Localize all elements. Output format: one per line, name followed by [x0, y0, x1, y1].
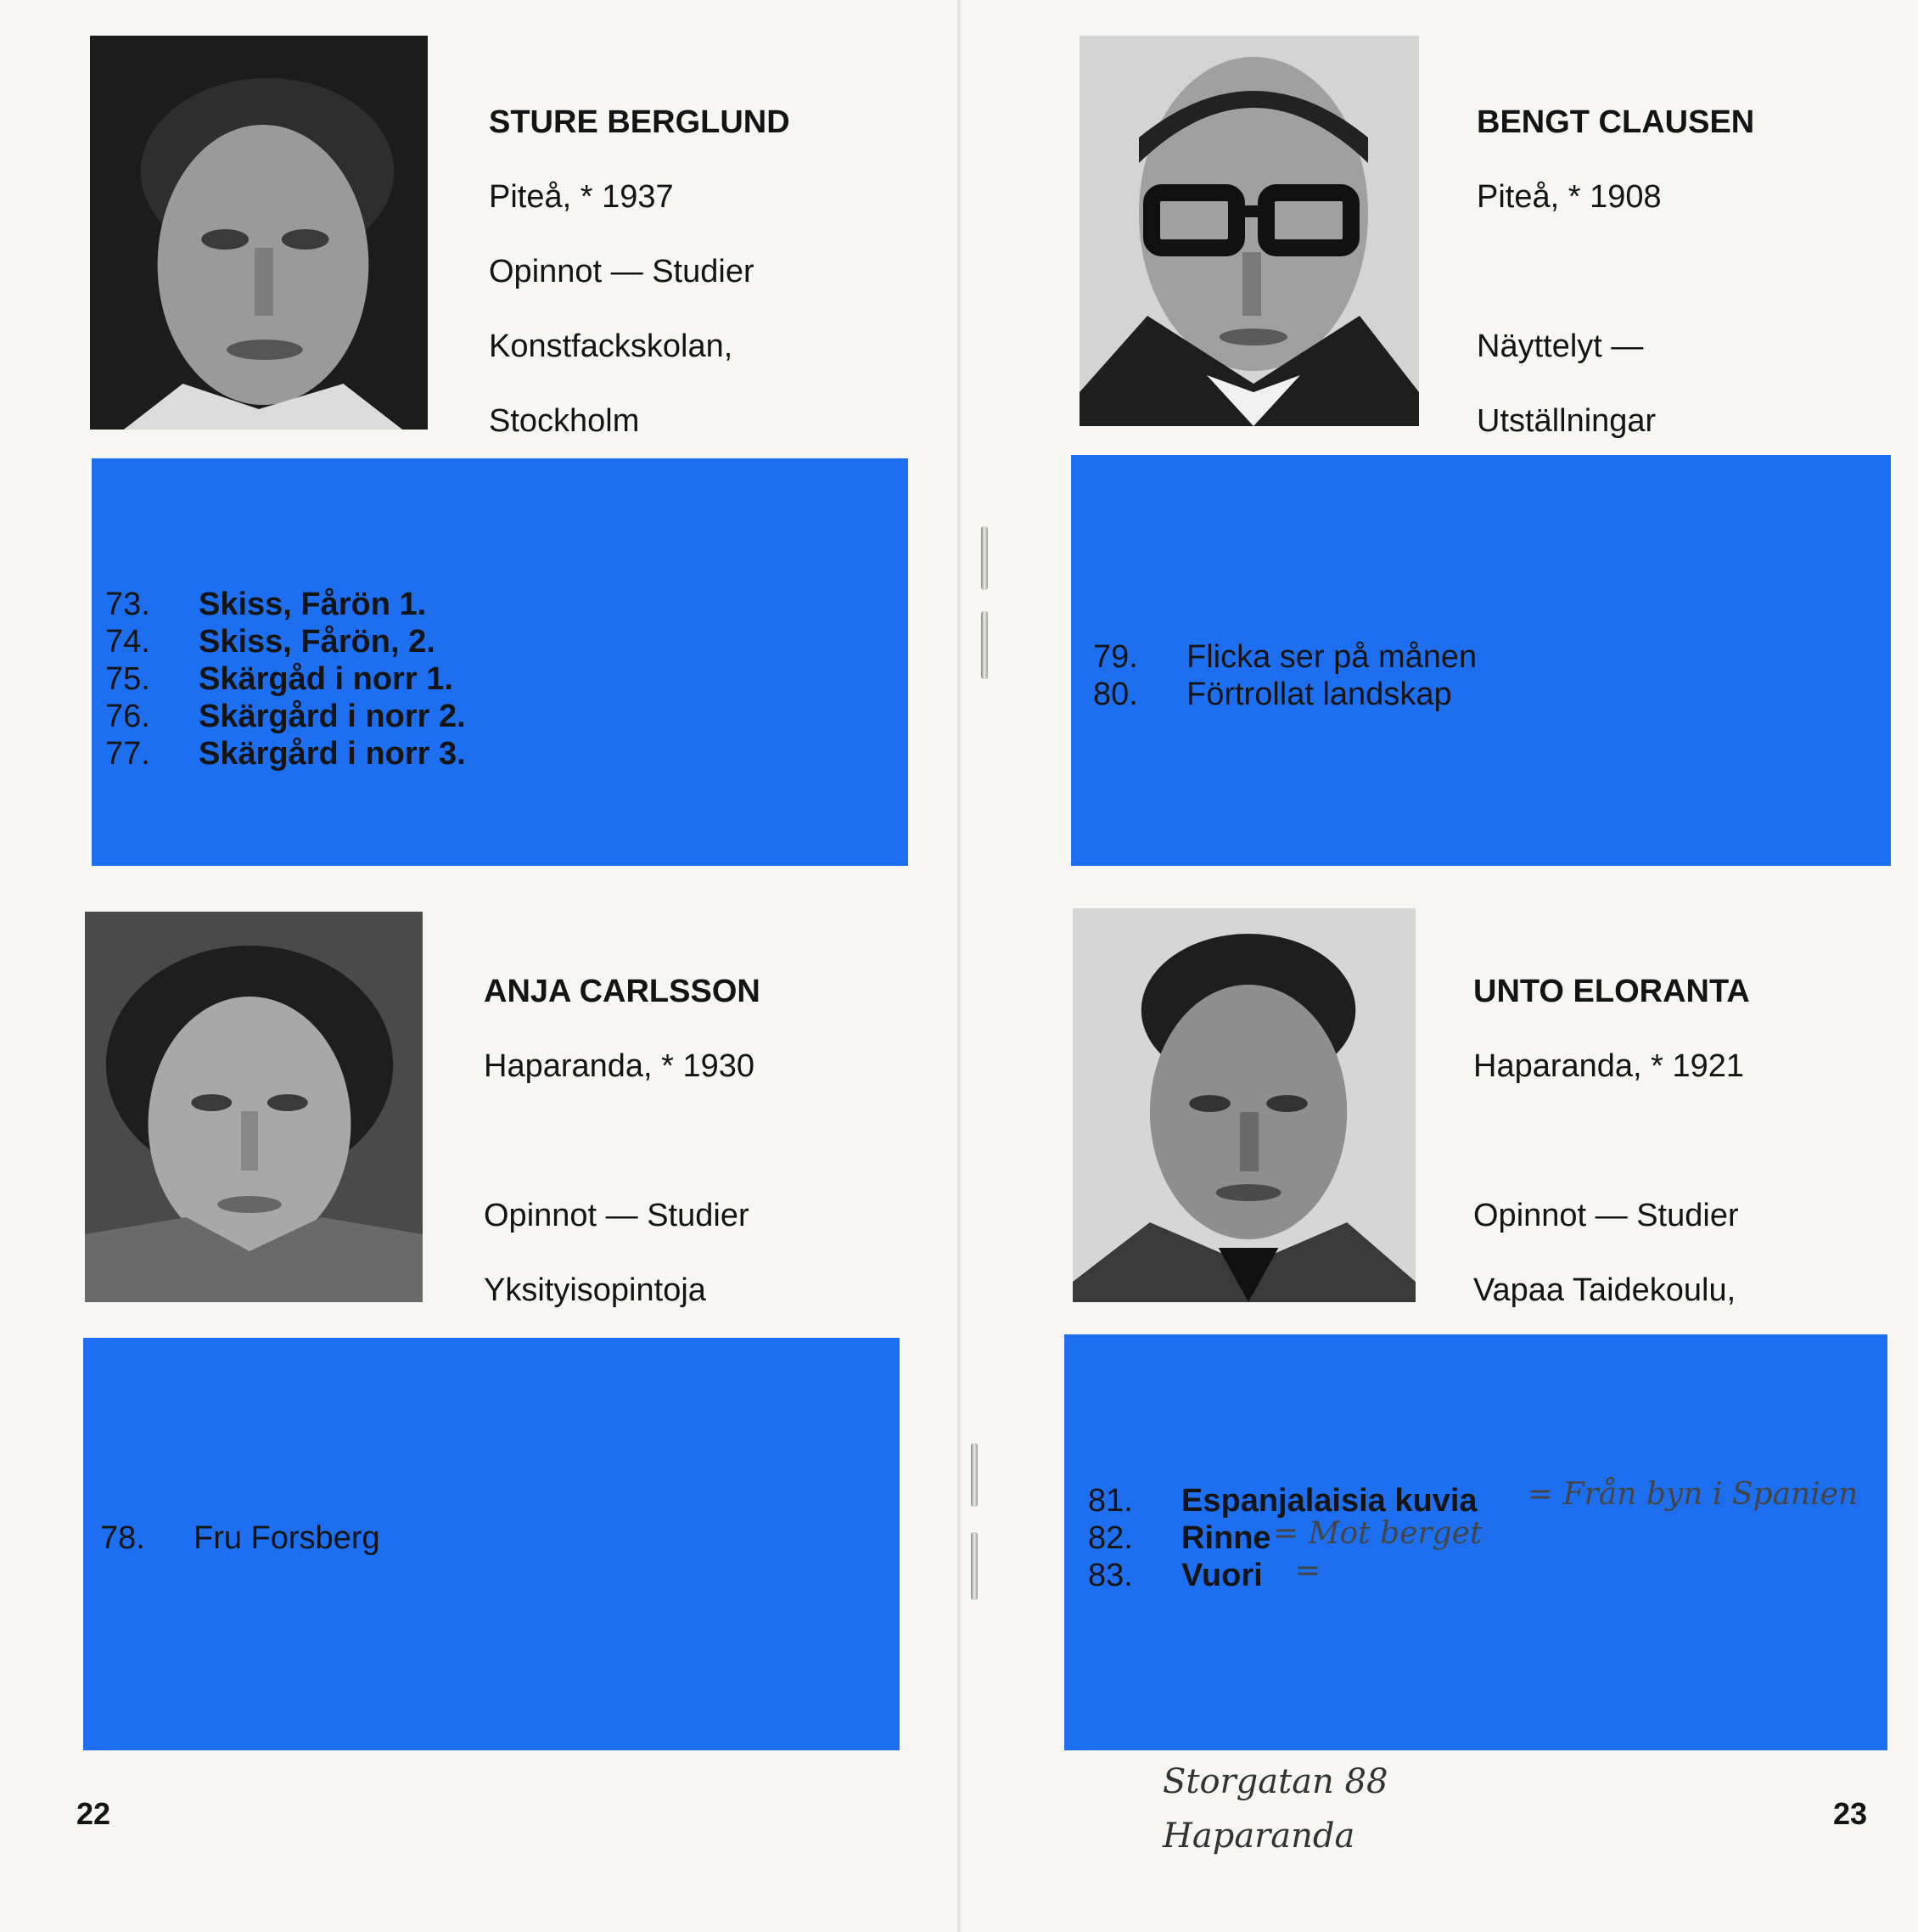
work-title: Skärgård i norr 2. [199, 699, 466, 734]
bio-line: Haparanda, * 1930 [484, 1048, 755, 1084]
portrait-woman-image [85, 912, 423, 1302]
artist-name: ANJA CARLSSON [484, 974, 760, 1009]
staple-bottom-1 [971, 1443, 978, 1507]
handwritten-note-82: = Mot berget [1273, 1516, 1483, 1551]
photo-anja-carlsson [85, 912, 423, 1302]
artist-name: BENGT CLAUSEN [1477, 104, 1755, 140]
portrait-man-2-image [1073, 908, 1416, 1302]
work-number: 82. [1088, 1520, 1133, 1556]
bio-line: Näyttelyt — [1477, 329, 1644, 364]
work-title: Vuori [1181, 1558, 1263, 1593]
portrait-man-1-image [90, 36, 428, 430]
portrait-man-glasses-image [1080, 36, 1419, 426]
work-number: 73. [105, 587, 150, 622]
works-list-bengt-clausen [1093, 638, 1477, 713]
work-title: Fru Forsberg [193, 1520, 380, 1556]
work-title: Rinne [1181, 1520, 1271, 1556]
work-item [1093, 676, 1477, 713]
bio-line: Opinnot — Studier [1473, 1198, 1739, 1233]
work-item [105, 586, 466, 623]
photo-bengt-clausen [1080, 36, 1419, 426]
staple-bottom-2 [971, 1532, 978, 1600]
artist-name: STURE BERGLUND [489, 104, 790, 140]
page-number-right: 23 [1833, 1796, 1868, 1831]
work-number: 77. [105, 736, 150, 772]
work-item [100, 1519, 380, 1557]
bio-line: Konstfackskolan, [489, 329, 733, 364]
handwritten-address-line-2: Haparanda [1163, 1817, 1355, 1856]
work-number: 75. [105, 661, 150, 697]
work-number: 83. [1088, 1558, 1133, 1593]
work-title: Förtrollat landskap [1186, 677, 1452, 712]
bio-spacer [1477, 253, 1901, 290]
work-title: Skärgård i norr 3. [199, 736, 466, 772]
bio-line: Opinnot — Studier [484, 1198, 749, 1233]
work-number: 80. [1093, 677, 1138, 712]
work-number: 74. [105, 624, 150, 660]
work-title: Skärgåd i norr 1. [199, 661, 453, 697]
works-list-sture-berglund [105, 586, 466, 772]
bio-line: Piteå, * 1908 [1477, 179, 1662, 215]
work-number: 79. [1093, 639, 1138, 675]
work-title: Skiss, Fårön, 2. [199, 624, 435, 660]
photo-unto-eloranta [1073, 908, 1416, 1302]
bio-line: Stockholm [489, 403, 640, 439]
staple-top-2 [981, 611, 988, 679]
bio-spacer [484, 1122, 925, 1160]
work-item [1088, 1482, 1478, 1519]
bio-line: Yksityisopintoja [484, 1272, 706, 1308]
work-item [105, 698, 466, 735]
handwritten-note-83: = [1295, 1553, 1321, 1588]
page-number-left: 22 [76, 1796, 111, 1831]
bio-line: Opinnot — Studier [489, 254, 754, 289]
bio-line: Vapaa Taidekoulu, [1473, 1272, 1736, 1308]
works-list-anja-carlsson [100, 1519, 380, 1557]
work-item [105, 623, 466, 660]
bio-line: Utställningar [1477, 403, 1657, 439]
work-title: Skiss, Fårön 1. [199, 587, 427, 622]
work-title: Espanjalaisia kuvia [1181, 1483, 1478, 1519]
staple-top-1 [981, 526, 988, 590]
bio-spacer [1473, 1122, 1898, 1160]
bio-line: Piteå, * 1937 [489, 179, 674, 215]
work-number: 76. [105, 699, 150, 734]
work-item [105, 735, 466, 772]
photo-sture-berglund [90, 36, 428, 430]
book-gutter [957, 0, 961, 1932]
work-item [1088, 1557, 1478, 1594]
work-title: Flicka ser på månen [1186, 639, 1478, 675]
work-number: 81. [1088, 1483, 1133, 1519]
handwritten-note-81: = Från byn i Spanien [1528, 1477, 1859, 1512]
work-item [105, 660, 466, 698]
work-item [1093, 638, 1477, 676]
handwritten-address-line-1: Storgatan 88 [1163, 1762, 1388, 1801]
bio-line: Haparanda, * 1921 [1473, 1048, 1745, 1084]
work-number: 78. [100, 1520, 145, 1556]
artist-name: UNTO ELORANTA [1473, 974, 1750, 1009]
